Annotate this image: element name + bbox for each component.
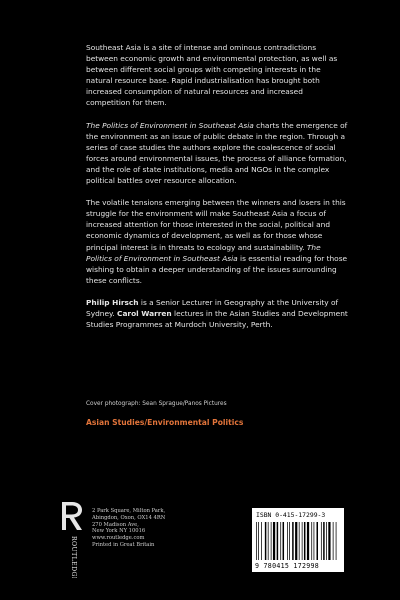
barcode-bar	[314, 522, 315, 560]
isbn-label: ISBN 0-415-17299-3	[256, 511, 326, 519]
barcode-bar	[317, 522, 319, 560]
barcode-bar	[333, 522, 334, 560]
address-line: Abingdon, Oxon, OX14 4RN	[92, 514, 166, 521]
barcode-number: 9 780415 172998	[255, 562, 320, 570]
barcode-bar	[326, 522, 327, 560]
blurb-paragraph-2-text: charts the emergence of the environment as an issue of public debate in the region. Through a series of case studies the authors explore the coalescence of social forces around environmental issues, the process of alliance formation, and the role of state institutions, media and NGOs in the complex political battles over resource allocation.	[86, 120, 348, 186]
blurb-paragraph-2	[86, 120, 348, 187]
blurb-paragraph-3	[86, 197, 348, 286]
isbn-barcode-box	[252, 508, 344, 572]
author-2-name: Carol Warren	[117, 308, 172, 318]
author-bio	[86, 297, 348, 330]
publisher-address	[92, 508, 202, 549]
routledge-r-icon	[58, 500, 86, 578]
barcode-bar	[323, 522, 325, 560]
barcode-bar	[295, 522, 297, 560]
cover-photo-credit: Cover photograph: Sean Sprague/Panos Pictures	[86, 401, 227, 407]
barcode-bar	[307, 522, 309, 560]
blurb-paragraph-3-start: The volatile tensions emerging between the winners and losers in this struggle for the environment will make Southeast Asia a focus of increased attention for those interested in the social, political and economic dynamics of development, as well as for those whose principal interest is in threats to ecology and sustainability.	[86, 198, 346, 252]
barcode-bar	[256, 522, 257, 560]
barcode-bar	[280, 522, 281, 560]
publisher-wordmark: ROUTLEDGE	[70, 536, 77, 578]
routledge-logo	[58, 500, 86, 578]
barcode-bar	[336, 522, 337, 560]
barcode-bar	[268, 522, 269, 560]
barcode-bar	[271, 522, 272, 560]
barcode-bar	[292, 522, 294, 560]
barcode-bar	[287, 522, 288, 560]
barcode-bar	[328, 522, 330, 560]
author-1-name: Philip Hirsch	[86, 297, 139, 307]
address-line: 2 Park Square, Milton Park,	[92, 508, 166, 514]
author-2-desc: lectures in the Asian Studies and Development Studies Programmes at Murdoch University, Perth.	[86, 308, 348, 330]
printed-in: Printed in Great Britain	[92, 541, 155, 548]
barcode-bar	[265, 522, 267, 560]
barcode-bar	[283, 522, 285, 560]
barcode-bar	[261, 522, 262, 560]
barcode-bar	[321, 522, 322, 560]
blurb-paragraph-1: Southeast Asia is a site of intense and ominous contradictions between economic growth and environmental protection, as well as between different social groups with competing interests in the natural resource base. Rapid industrialisation has brought both increased consumption of natural resources and increased competition for them.	[86, 43, 338, 108]
publisher-url: www.routledge.com	[92, 535, 145, 542]
barcode-bar	[311, 522, 312, 560]
barcode-bar	[302, 522, 303, 560]
book-title-italic: The Politics of Environment in Southeast Asia	[86, 242, 321, 263]
address-line: 270 Madison Ave,	[92, 521, 139, 528]
barcode-icon	[256, 522, 340, 560]
barcode-bar	[273, 522, 275, 560]
book-title-italic: The Politics of Environment in Southeast Asia	[86, 120, 254, 130]
author-1-desc: is a Senior Lecturer in Geography at the University of Sydney.	[86, 297, 339, 318]
subject-category: Asian Studies/Environmental Politics	[86, 418, 244, 427]
barcode-bar	[289, 522, 290, 560]
address-line: New York NY 10016	[92, 528, 146, 535]
barcode-bar	[277, 522, 279, 560]
blurb-text	[86, 42, 348, 341]
barcode-bar	[304, 522, 306, 560]
blurb-paragraph-3-end: is essential reading for those wishing to obtain a deeper understanding of the issues surrounding these conflicts.	[86, 253, 348, 285]
barcode-bar	[299, 522, 300, 560]
barcode-bar	[258, 522, 259, 560]
